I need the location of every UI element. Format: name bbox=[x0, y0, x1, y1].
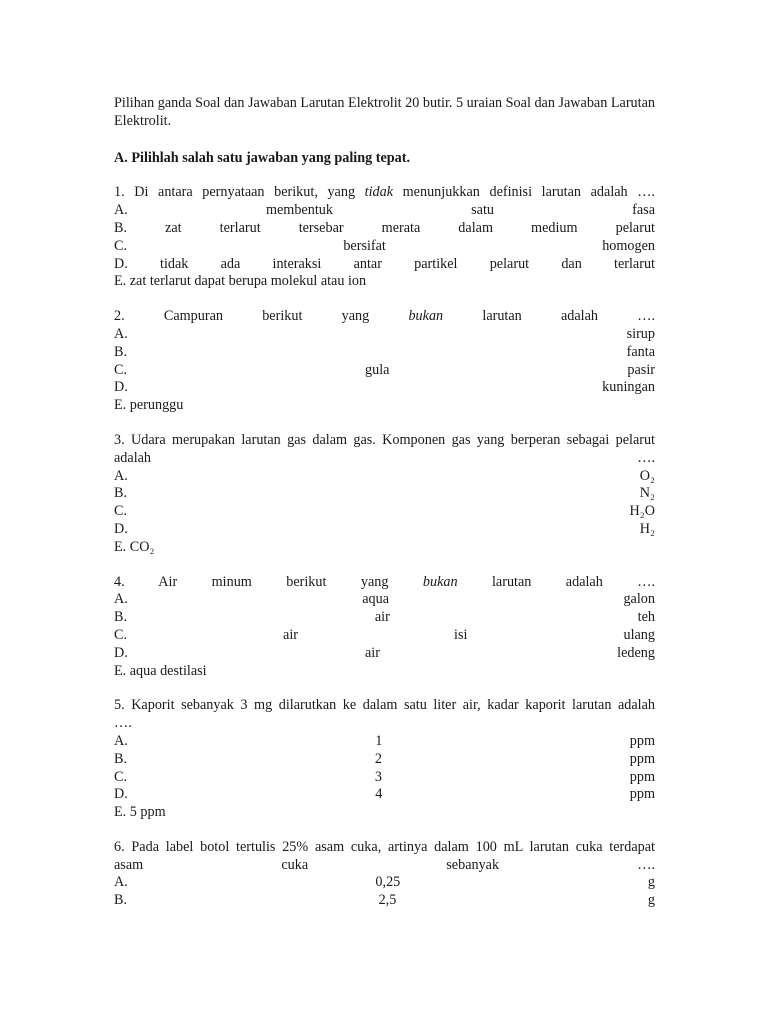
question-1-option-a: A. membentuk satu fasa bbox=[114, 202, 655, 219]
stem-emphasis: bukan bbox=[422, 573, 458, 590]
stem-emphasis: tidak bbox=[364, 184, 394, 201]
question-6 bbox=[114, 839, 655, 910]
question-1-option-e: E. zat terlarut dapat berupa molekul atau ion bbox=[114, 273, 367, 290]
question-2-stem bbox=[114, 308, 655, 326]
question-3-option-d: D. H₂ bbox=[114, 520, 655, 537]
question-3-option-e: E. CO₂ bbox=[114, 538, 155, 555]
question-1-stem bbox=[114, 184, 655, 202]
question-6-option-a: A. 0,25 g bbox=[114, 874, 655, 891]
document-content bbox=[114, 95, 655, 927]
question-4-option-e: E. aqua destilasi bbox=[114, 662, 207, 679]
question-5-option-e: E. 5 ppm bbox=[114, 804, 166, 821]
stem-text: larutan adalah …. bbox=[443, 308, 655, 325]
question-3-option-b: B. N₂ bbox=[114, 485, 655, 502]
question-2-option-a: A. sirup bbox=[114, 325, 655, 342]
question-1 bbox=[114, 184, 655, 291]
question-4-stem bbox=[114, 574, 655, 592]
stem-text: 2. Campuran berikut yang bbox=[114, 308, 409, 325]
question-5-option-d: D. 4 ppm bbox=[114, 786, 655, 803]
question-1-option-b: B. zat terlarut tersebar merata dalam medium pelarut bbox=[114, 219, 655, 236]
stem-text: menunjukkan definisi larutan adalah …. bbox=[393, 184, 655, 201]
question-2-option-c: C. gula pasir bbox=[114, 361, 655, 378]
question-2-option-d: D. kuningan bbox=[114, 379, 655, 396]
question-4-option-d: D. air ledeng bbox=[114, 644, 655, 661]
question-5-option-b: B. 2 ppm bbox=[114, 750, 655, 767]
stem-text: 1. Di antara pernyataan berikut, yang bbox=[114, 184, 365, 201]
question-4-option-b: B. air teh bbox=[114, 609, 655, 626]
question-1-option-c: C. bersifat homogen bbox=[114, 237, 655, 254]
question-5-stem-line-1: 5. Kaporit sebanyak 3 mg dilarutkan ke dalam satu liter air, kadar kaporit larutan adalah bbox=[114, 697, 655, 714]
question-1-option-d: D. tidak ada interaksi antar partikel pelarut dan terlarut bbox=[114, 255, 655, 272]
question-4-option-c: C. air isi ulang bbox=[114, 626, 655, 643]
question-5-option-a: A. 1 ppm bbox=[114, 732, 655, 749]
section-heading: A. Pilihlah salah satu jawaban yang paling tepat. bbox=[114, 149, 411, 166]
question-3-option-c: C. H₂O bbox=[114, 503, 655, 520]
question-2 bbox=[114, 308, 655, 415]
question-6-stem-line-1: 6. Pada label botol tertulis 25% asam cuka, artinya dalam 100 mL larutan cuka terdapat bbox=[114, 838, 655, 855]
question-3-stem-line-1: 3. Udara merupakan larutan gas dalam gas. Komponen gas yang berperan sebagai pelarut bbox=[114, 431, 655, 448]
question-4-option-a: A. aqua galon bbox=[114, 591, 655, 608]
stem-text: 4. Air minum berikut yang bbox=[114, 573, 423, 590]
question-6-stem-line-2: asam cuka sebanyak …. bbox=[114, 856, 655, 873]
question-3-option-a: A. O₂ bbox=[114, 467, 655, 484]
stem-emphasis: bukan bbox=[408, 308, 444, 325]
intro-paragraph: Pilihan ganda Soal dan Jawaban Larutan Elektrolit 20 butir. 5 uraian Soal dan Jawaban Larutan Elektrolit. bbox=[114, 95, 655, 129]
question-5-option-c: C. 3 ppm bbox=[114, 768, 655, 785]
question-6-option-b: B. 2,5 g bbox=[114, 892, 655, 909]
stem-text: larutan adalah …. bbox=[457, 573, 655, 590]
question-4 bbox=[114, 574, 655, 681]
question-2-option-b: B. fanta bbox=[114, 343, 655, 360]
question-5-stem-line-2: …. bbox=[114, 715, 132, 732]
question-3 bbox=[114, 432, 655, 557]
question-2-option-e: E. perunggu bbox=[114, 397, 184, 414]
question-3-stem-line-2: adalah …. bbox=[114, 449, 655, 466]
question-5 bbox=[114, 697, 655, 822]
